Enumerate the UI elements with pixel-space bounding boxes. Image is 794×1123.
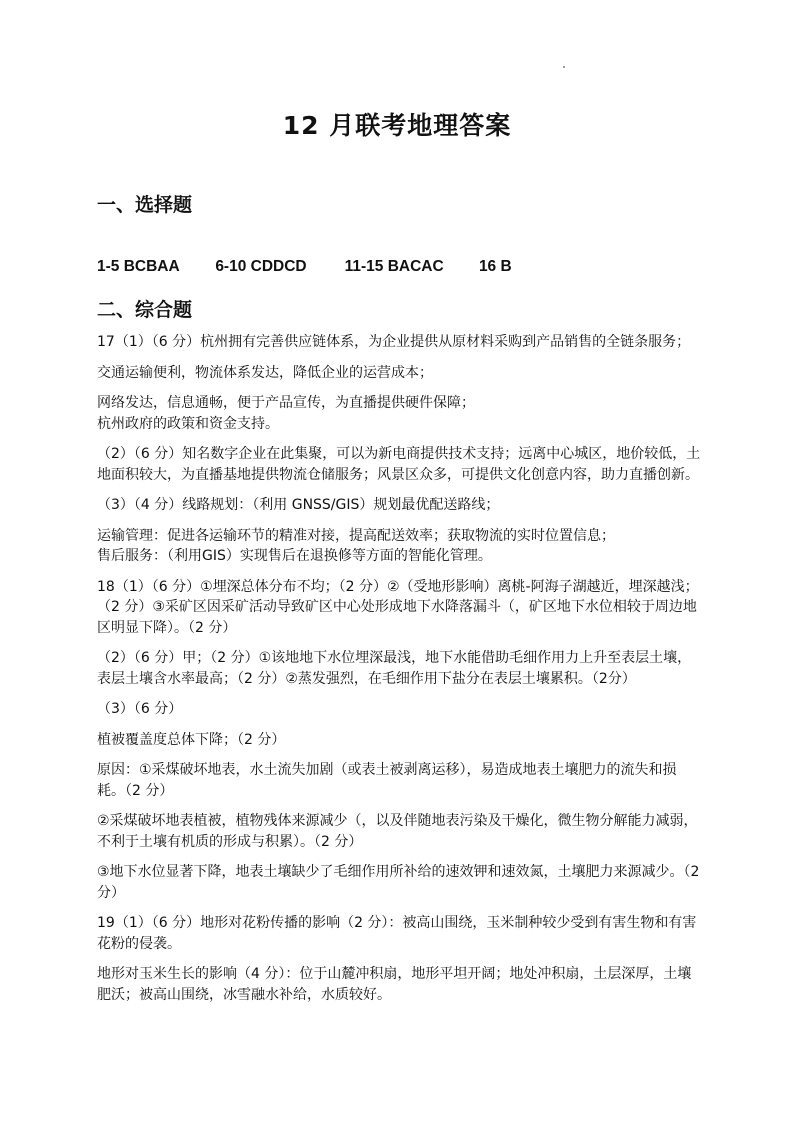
paragraph-q18-2: （2）（6 分）甲；（2 分）①该地地下水位埋深最浅，地下水能借助毛细作用力上升至表层土壤，表层土壤含水率最高；（2 分）②蒸发强烈，在毛细作用下盐分在表层土壤累积。（2分） <box>97 650 692 687</box>
paragraph-q17-3-transport: 运输管理：促进各运输环节的精准对接，提高配送效率；获取物流的实时位置信息； <box>97 527 615 544</box>
answer-group-2: 6-10 CDDCD <box>215 258 307 275</box>
answer-key-line <box>97 258 512 276</box>
paragraph-q18-3-reason-3: ③地下水位显著下降，地表土壤缺少了毛细作用所补给的速效钾和速效氮，土壤肥力来源减少。（2 分） <box>97 864 700 901</box>
answer-group-3: 11-15 BACAC <box>344 258 444 275</box>
paragraph-q17-3: （3）（4 分）线路规划：（利用 GNSS/GIS）规划最优配送路线； <box>97 497 500 513</box>
paragraph-q17-1: 17（1）（6 分）杭州拥有完善供应链体系，为企业提供从原材料采购到产品销售的全链条服务； <box>97 334 691 350</box>
paragraph-q17-1-network: 网络发达，信息通畅，便于产品宣传，为直播提供硬件保障； <box>97 395 475 411</box>
section-heading-choice: 一、选择题 <box>97 194 193 216</box>
paragraph-q18-3-vegetation: 植被覆盖度总体下降；（2 分） <box>97 731 286 748</box>
paragraph-q18-1: 18（1）（6 分）①埋深总体分布不均；（2 分）②（受地形影响）离桃-阿海子湖越近，埋深越浅；（2 分）③采矿区因采矿活动导致矿区中心处形成地下水降落漏斗（，矿区地下水位相较于周边地区明显下降）。（2 分） <box>97 578 699 636</box>
paragraph-q18-3-reason-1: 原因：①采煤破坏地表，水土流失加剧（或表土被剥离运移），易造成地表土壤肥力的流失和损耗。（2 分） <box>97 762 677 799</box>
answer-group-4: 16 B <box>478 258 512 275</box>
document-title: 12 月联考地理答案 <box>282 111 512 140</box>
answer-body <box>97 332 701 1015</box>
paragraph-q19-1-growth: 地形对玉米生长的影响（4 分）：位于山麓冲积扇，地形平坦开阔；地处冲积扇，土层深厚，土壤肥沃；被高山围绕，冰雪融水补给，水质较好。 <box>97 966 692 1003</box>
paragraph-q17-1-transport: 交通运输便利，物流体系发达，降低企业的运营成本； <box>97 364 433 381</box>
section-heading-comprehensive: 二、综合题 <box>97 299 193 321</box>
paragraph-q17-3-aftersales: 售后服务：（利用GIS）实现售后在退换修等方面的智能化管理。 <box>97 548 492 564</box>
paragraph-q18-3-reason-2: ②采煤破坏地表植被，植物残体来源减少（，以及伴随地表污染及干燥化，微生物分解能力减弱，不利于土壤有机质的形成与积累）。（2 分） <box>97 813 698 850</box>
paragraph-q17-1-policy: 杭州政府的政策和资金支持。 <box>97 415 279 432</box>
paragraph-q18-3: （3）（6 分） <box>97 701 183 717</box>
paragraph-q19-1: 19（1）（6 分）地形对花粉传播的影响（2 分）：被高山围绕，玉米制种较少受到有害生物和有害花粉的侵袭。 <box>97 915 697 952</box>
paragraph-q17-2: （2）（6 分）知名数字企业在此集聚，可以为新电商提供技术支持；远离中心城区，地价较低，土地面积较大，为直播基地提供物流仓储服务；风景区众多，可提供文化创意内容，助力直播创新。 <box>97 446 701 483</box>
answer-group-1: 1-5 BCBAA <box>97 258 180 275</box>
scan-speck <box>563 66 565 68</box>
